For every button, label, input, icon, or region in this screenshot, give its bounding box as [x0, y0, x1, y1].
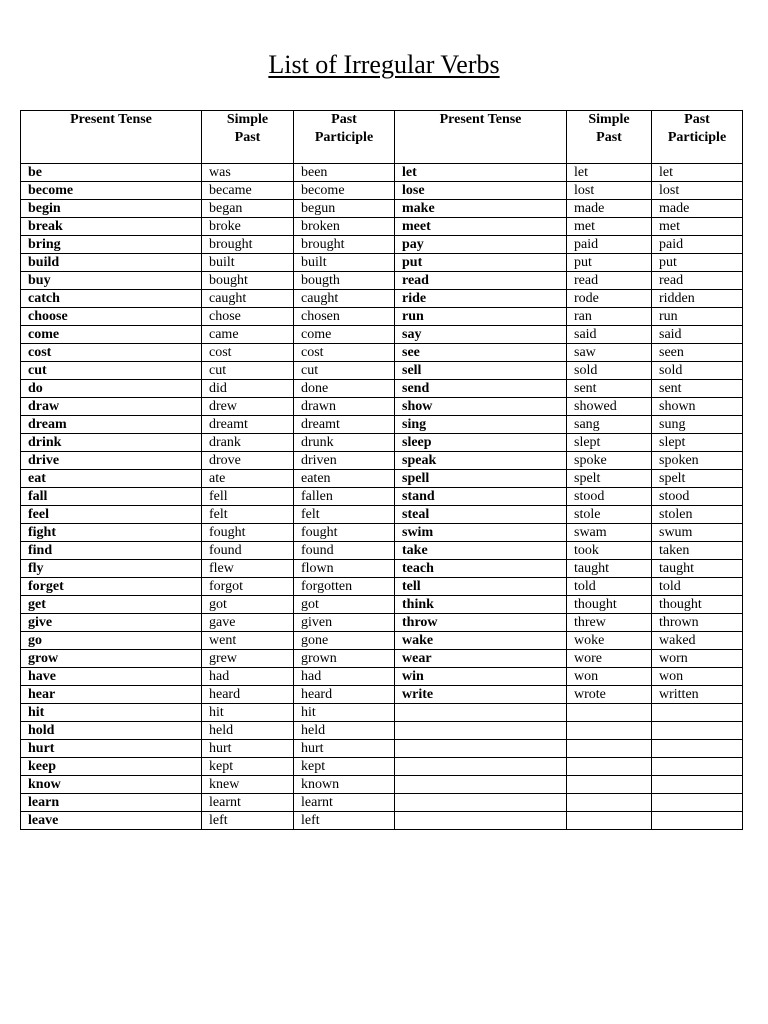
left-simple-past-cell: heard [202, 686, 294, 704]
table-row [21, 650, 743, 668]
right-past-participle-cell: spoken [652, 452, 743, 470]
left-present-cell: do [21, 380, 202, 398]
right-simple-past-cell: won [567, 668, 652, 686]
left-simple-past-cell: knew [202, 776, 294, 794]
left-present-cell: fly [21, 560, 202, 578]
right-simple-past-cell: taught [567, 560, 652, 578]
left-simple-past-cell: broke [202, 218, 294, 236]
header-present-tense-left: Present Tense [21, 111, 202, 164]
right-past-participle-cell: lost [652, 182, 743, 200]
left-present-cell: become [21, 182, 202, 200]
page-title: List of Irregular Verbs [268, 50, 500, 79]
table-row [21, 272, 743, 290]
left-simple-past-cell: gave [202, 614, 294, 632]
left-simple-past-cell: drank [202, 434, 294, 452]
left-present-cell: be [21, 164, 202, 182]
right-simple-past-cell [567, 776, 652, 794]
right-simple-past-cell: said [567, 326, 652, 344]
right-simple-past-cell: wrote [567, 686, 652, 704]
left-present-cell: know [21, 776, 202, 794]
left-simple-past-cell: became [202, 182, 294, 200]
header-past-participle-right [652, 111, 743, 164]
left-simple-past-cell: bought [202, 272, 294, 290]
right-past-participle-cell: put [652, 254, 743, 272]
left-simple-past-cell: forgot [202, 578, 294, 596]
header-line: Simple [588, 112, 630, 127]
left-past-participle-cell: fought [294, 524, 395, 542]
left-past-participle-cell: left [294, 812, 395, 830]
left-present-cell: go [21, 632, 202, 650]
right-present-cell: throw [395, 614, 567, 632]
left-past-participle-cell: flown [294, 560, 395, 578]
header-line: Participle [667, 130, 727, 145]
right-present-cell: spell [395, 470, 567, 488]
left-present-cell: cost [21, 344, 202, 362]
left-present-cell: leave [21, 812, 202, 830]
left-simple-past-cell: felt [202, 506, 294, 524]
right-simple-past-cell: made [567, 200, 652, 218]
right-past-participle-cell: ridden [652, 290, 743, 308]
table-row [21, 812, 743, 830]
table-row [21, 308, 743, 326]
right-simple-past-cell [567, 812, 652, 830]
left-past-participle-cell: done [294, 380, 395, 398]
table-row [21, 542, 743, 560]
table-row [21, 596, 743, 614]
left-past-participle-cell: got [294, 596, 395, 614]
left-present-cell: dream [21, 416, 202, 434]
right-present-cell: meet [395, 218, 567, 236]
right-present-cell: run [395, 308, 567, 326]
table-row [21, 362, 743, 380]
left-simple-past-cell: built [202, 254, 294, 272]
left-simple-past-cell: brought [202, 236, 294, 254]
right-present-cell [395, 812, 567, 830]
right-present-cell: put [395, 254, 567, 272]
right-past-participle-cell: sung [652, 416, 743, 434]
left-present-cell: hit [21, 704, 202, 722]
right-present-cell: ride [395, 290, 567, 308]
left-present-cell: cut [21, 362, 202, 380]
right-present-cell: sing [395, 416, 567, 434]
right-present-cell: speak [395, 452, 567, 470]
left-present-cell: begin [21, 200, 202, 218]
left-simple-past-cell: fought [202, 524, 294, 542]
table-row [21, 470, 743, 488]
left-past-participle-cell: cut [294, 362, 395, 380]
right-present-cell: wake [395, 632, 567, 650]
table-row [21, 200, 743, 218]
table-row [21, 668, 743, 686]
right-past-participle-cell: let [652, 164, 743, 182]
left-past-participle-cell: come [294, 326, 395, 344]
left-simple-past-cell: came [202, 326, 294, 344]
table-row [21, 524, 743, 542]
left-past-participle-cell: held [294, 722, 395, 740]
right-present-cell: send [395, 380, 567, 398]
right-past-participle-cell: read [652, 272, 743, 290]
left-present-cell: drive [21, 452, 202, 470]
right-past-participle-cell: thought [652, 596, 743, 614]
left-past-participle-cell: eaten [294, 470, 395, 488]
right-past-participle-cell: worn [652, 650, 743, 668]
left-simple-past-cell: did [202, 380, 294, 398]
right-past-participle-cell: stolen [652, 506, 743, 524]
left-present-cell: give [21, 614, 202, 632]
right-present-cell: take [395, 542, 567, 560]
table-row [21, 344, 743, 362]
right-past-participle-cell: said [652, 326, 743, 344]
right-present-cell: tell [395, 578, 567, 596]
left-present-cell: grow [21, 650, 202, 668]
left-present-cell: choose [21, 308, 202, 326]
left-past-participle-cell: drawn [294, 398, 395, 416]
right-simple-past-cell: wore [567, 650, 652, 668]
right-simple-past-cell [567, 794, 652, 812]
left-simple-past-cell: chose [202, 308, 294, 326]
right-past-participle-cell: run [652, 308, 743, 326]
table-row [21, 632, 743, 650]
right-past-participle-cell [652, 812, 743, 830]
right-simple-past-cell [567, 722, 652, 740]
left-simple-past-cell: ate [202, 470, 294, 488]
left-simple-past-cell: had [202, 668, 294, 686]
right-present-cell: show [395, 398, 567, 416]
right-present-cell: let [395, 164, 567, 182]
table-row [21, 326, 743, 344]
left-past-participle-cell: forgotten [294, 578, 395, 596]
right-present-cell: say [395, 326, 567, 344]
header-line: Past [684, 112, 710, 127]
left-past-participle-cell: bougth [294, 272, 395, 290]
left-past-participle-cell: grown [294, 650, 395, 668]
right-present-cell [395, 776, 567, 794]
right-present-cell: win [395, 668, 567, 686]
table-body [21, 164, 743, 830]
left-present-cell: draw [21, 398, 202, 416]
right-past-participle-cell: won [652, 668, 743, 686]
right-simple-past-cell: lost [567, 182, 652, 200]
left-past-participle-cell: learnt [294, 794, 395, 812]
left-simple-past-cell: went [202, 632, 294, 650]
right-present-cell: write [395, 686, 567, 704]
header-simple-past-right [567, 111, 652, 164]
left-past-participle-cell: had [294, 668, 395, 686]
table-row [21, 380, 743, 398]
right-past-participle-cell: shown [652, 398, 743, 416]
left-past-participle-cell: hurt [294, 740, 395, 758]
right-simple-past-cell: took [567, 542, 652, 560]
left-simple-past-cell: found [202, 542, 294, 560]
table-row [21, 506, 743, 524]
left-present-cell: keep [21, 758, 202, 776]
table-row [21, 218, 743, 236]
left-past-participle-cell: fallen [294, 488, 395, 506]
right-past-participle-cell: sent [652, 380, 743, 398]
header-present-tense-right: Present Tense [395, 111, 567, 164]
left-simple-past-cell: learnt [202, 794, 294, 812]
left-past-participle-cell: been [294, 164, 395, 182]
right-past-participle-cell [652, 740, 743, 758]
table-row [21, 794, 743, 812]
right-present-cell: make [395, 200, 567, 218]
left-simple-past-cell: dreamt [202, 416, 294, 434]
table-row [21, 290, 743, 308]
left-simple-past-cell: kept [202, 758, 294, 776]
table-row [21, 164, 743, 182]
right-present-cell [395, 722, 567, 740]
right-present-cell: steal [395, 506, 567, 524]
left-present-cell: bring [21, 236, 202, 254]
left-past-participle-cell: driven [294, 452, 395, 470]
header-line: Simple [226, 112, 269, 127]
left-simple-past-cell: drove [202, 452, 294, 470]
table-row [21, 560, 743, 578]
right-simple-past-cell: sold [567, 362, 652, 380]
table-row [21, 452, 743, 470]
right-past-participle-cell: spelt [652, 470, 743, 488]
left-simple-past-cell: hit [202, 704, 294, 722]
right-past-participle-cell: taught [652, 560, 743, 578]
left-present-cell: come [21, 326, 202, 344]
header-simple-past-left [202, 111, 294, 164]
left-simple-past-cell: cut [202, 362, 294, 380]
left-past-participle-cell: heard [294, 686, 395, 704]
left-past-participle-cell: drunk [294, 434, 395, 452]
right-simple-past-cell: stood [567, 488, 652, 506]
right-simple-past-cell: met [567, 218, 652, 236]
right-past-participle-cell: sold [652, 362, 743, 380]
left-simple-past-cell: left [202, 812, 294, 830]
left-past-participle-cell: felt [294, 506, 395, 524]
right-past-participle-cell [652, 758, 743, 776]
right-present-cell [395, 758, 567, 776]
right-present-cell: sell [395, 362, 567, 380]
left-simple-past-cell: began [202, 200, 294, 218]
left-simple-past-cell: fell [202, 488, 294, 506]
right-simple-past-cell: let [567, 164, 652, 182]
right-past-participle-cell: thrown [652, 614, 743, 632]
table-row [21, 416, 743, 434]
right-simple-past-cell: spoke [567, 452, 652, 470]
right-simple-past-cell [567, 704, 652, 722]
left-past-participle-cell: dreamt [294, 416, 395, 434]
right-present-cell: stand [395, 488, 567, 506]
right-present-cell: see [395, 344, 567, 362]
left-past-participle-cell: broken [294, 218, 395, 236]
table-row [21, 740, 743, 758]
right-past-participle-cell [652, 776, 743, 794]
left-past-participle-cell: given [294, 614, 395, 632]
table-row [21, 398, 743, 416]
right-past-participle-cell: swum [652, 524, 743, 542]
right-simple-past-cell: paid [567, 236, 652, 254]
right-simple-past-cell: swam [567, 524, 652, 542]
right-simple-past-cell: told [567, 578, 652, 596]
left-past-participle-cell: hit [294, 704, 395, 722]
left-present-cell: find [21, 542, 202, 560]
right-simple-past-cell: woke [567, 632, 652, 650]
header-line: Past [331, 112, 357, 127]
left-present-cell: buy [21, 272, 202, 290]
right-simple-past-cell: put [567, 254, 652, 272]
right-simple-past-cell: showed [567, 398, 652, 416]
right-present-cell [395, 794, 567, 812]
right-simple-past-cell: stole [567, 506, 652, 524]
left-present-cell: fall [21, 488, 202, 506]
irregular-verbs-table [20, 110, 743, 830]
left-present-cell: have [21, 668, 202, 686]
left-past-participle-cell: begun [294, 200, 395, 218]
right-present-cell: think [395, 596, 567, 614]
right-simple-past-cell: slept [567, 434, 652, 452]
right-simple-past-cell: rode [567, 290, 652, 308]
left-simple-past-cell: cost [202, 344, 294, 362]
left-simple-past-cell: caught [202, 290, 294, 308]
left-past-participle-cell: chosen [294, 308, 395, 326]
right-past-participle-cell [652, 794, 743, 812]
table-row [21, 254, 743, 272]
right-simple-past-cell: read [567, 272, 652, 290]
right-present-cell [395, 740, 567, 758]
right-past-participle-cell: told [652, 578, 743, 596]
left-past-participle-cell: gone [294, 632, 395, 650]
table-row [21, 686, 743, 704]
right-past-participle-cell: seen [652, 344, 743, 362]
table-row [21, 704, 743, 722]
left-present-cell: eat [21, 470, 202, 488]
table-row [21, 236, 743, 254]
right-simple-past-cell: sent [567, 380, 652, 398]
left-simple-past-cell: hurt [202, 740, 294, 758]
right-past-participle-cell: slept [652, 434, 743, 452]
table-row [21, 488, 743, 506]
right-past-participle-cell [652, 704, 743, 722]
table-row [21, 182, 743, 200]
table-row [21, 578, 743, 596]
header-line: Participle [314, 130, 374, 145]
header-line: Past [234, 130, 261, 145]
left-past-participle-cell: kept [294, 758, 395, 776]
right-present-cell: pay [395, 236, 567, 254]
left-past-participle-cell: caught [294, 290, 395, 308]
left-simple-past-cell: was [202, 164, 294, 182]
right-past-participle-cell [652, 722, 743, 740]
left-present-cell: forget [21, 578, 202, 596]
left-present-cell: hear [21, 686, 202, 704]
right-simple-past-cell [567, 758, 652, 776]
left-past-participle-cell: found [294, 542, 395, 560]
table-row [21, 614, 743, 632]
right-simple-past-cell: sang [567, 416, 652, 434]
right-present-cell: wear [395, 650, 567, 668]
table-row [21, 758, 743, 776]
right-past-participle-cell: waked [652, 632, 743, 650]
header-line: Past [596, 130, 622, 145]
left-present-cell: hurt [21, 740, 202, 758]
left-present-cell: feel [21, 506, 202, 524]
table-row [21, 776, 743, 794]
left-present-cell: hold [21, 722, 202, 740]
left-present-cell: fight [21, 524, 202, 542]
right-present-cell [395, 704, 567, 722]
left-present-cell: drink [21, 434, 202, 452]
table-row [21, 722, 743, 740]
right-simple-past-cell: thought [567, 596, 652, 614]
left-present-cell: learn [21, 794, 202, 812]
left-past-participle-cell: brought [294, 236, 395, 254]
header-past-participle-left [294, 111, 395, 164]
right-past-participle-cell: written [652, 686, 743, 704]
left-past-participle-cell: known [294, 776, 395, 794]
left-simple-past-cell: drew [202, 398, 294, 416]
right-present-cell: sleep [395, 434, 567, 452]
left-past-participle-cell: built [294, 254, 395, 272]
right-present-cell: teach [395, 560, 567, 578]
right-past-participle-cell: paid [652, 236, 743, 254]
left-past-participle-cell: cost [294, 344, 395, 362]
right-simple-past-cell: saw [567, 344, 652, 362]
left-present-cell: break [21, 218, 202, 236]
left-present-cell: catch [21, 290, 202, 308]
right-present-cell: lose [395, 182, 567, 200]
right-past-participle-cell: made [652, 200, 743, 218]
right-past-participle-cell: stood [652, 488, 743, 506]
left-simple-past-cell: got [202, 596, 294, 614]
right-present-cell: swim [395, 524, 567, 542]
right-past-participle-cell: taken [652, 542, 743, 560]
right-past-participle-cell: met [652, 218, 743, 236]
right-simple-past-cell: spelt [567, 470, 652, 488]
right-simple-past-cell [567, 740, 652, 758]
left-simple-past-cell: grew [202, 650, 294, 668]
table-row [21, 434, 743, 452]
left-present-cell: get [21, 596, 202, 614]
left-simple-past-cell: held [202, 722, 294, 740]
right-present-cell: read [395, 272, 567, 290]
right-simple-past-cell: threw [567, 614, 652, 632]
left-present-cell: build [21, 254, 202, 272]
left-past-participle-cell: become [294, 182, 395, 200]
left-simple-past-cell: flew [202, 560, 294, 578]
table-header-row [21, 111, 743, 164]
right-simple-past-cell: ran [567, 308, 652, 326]
